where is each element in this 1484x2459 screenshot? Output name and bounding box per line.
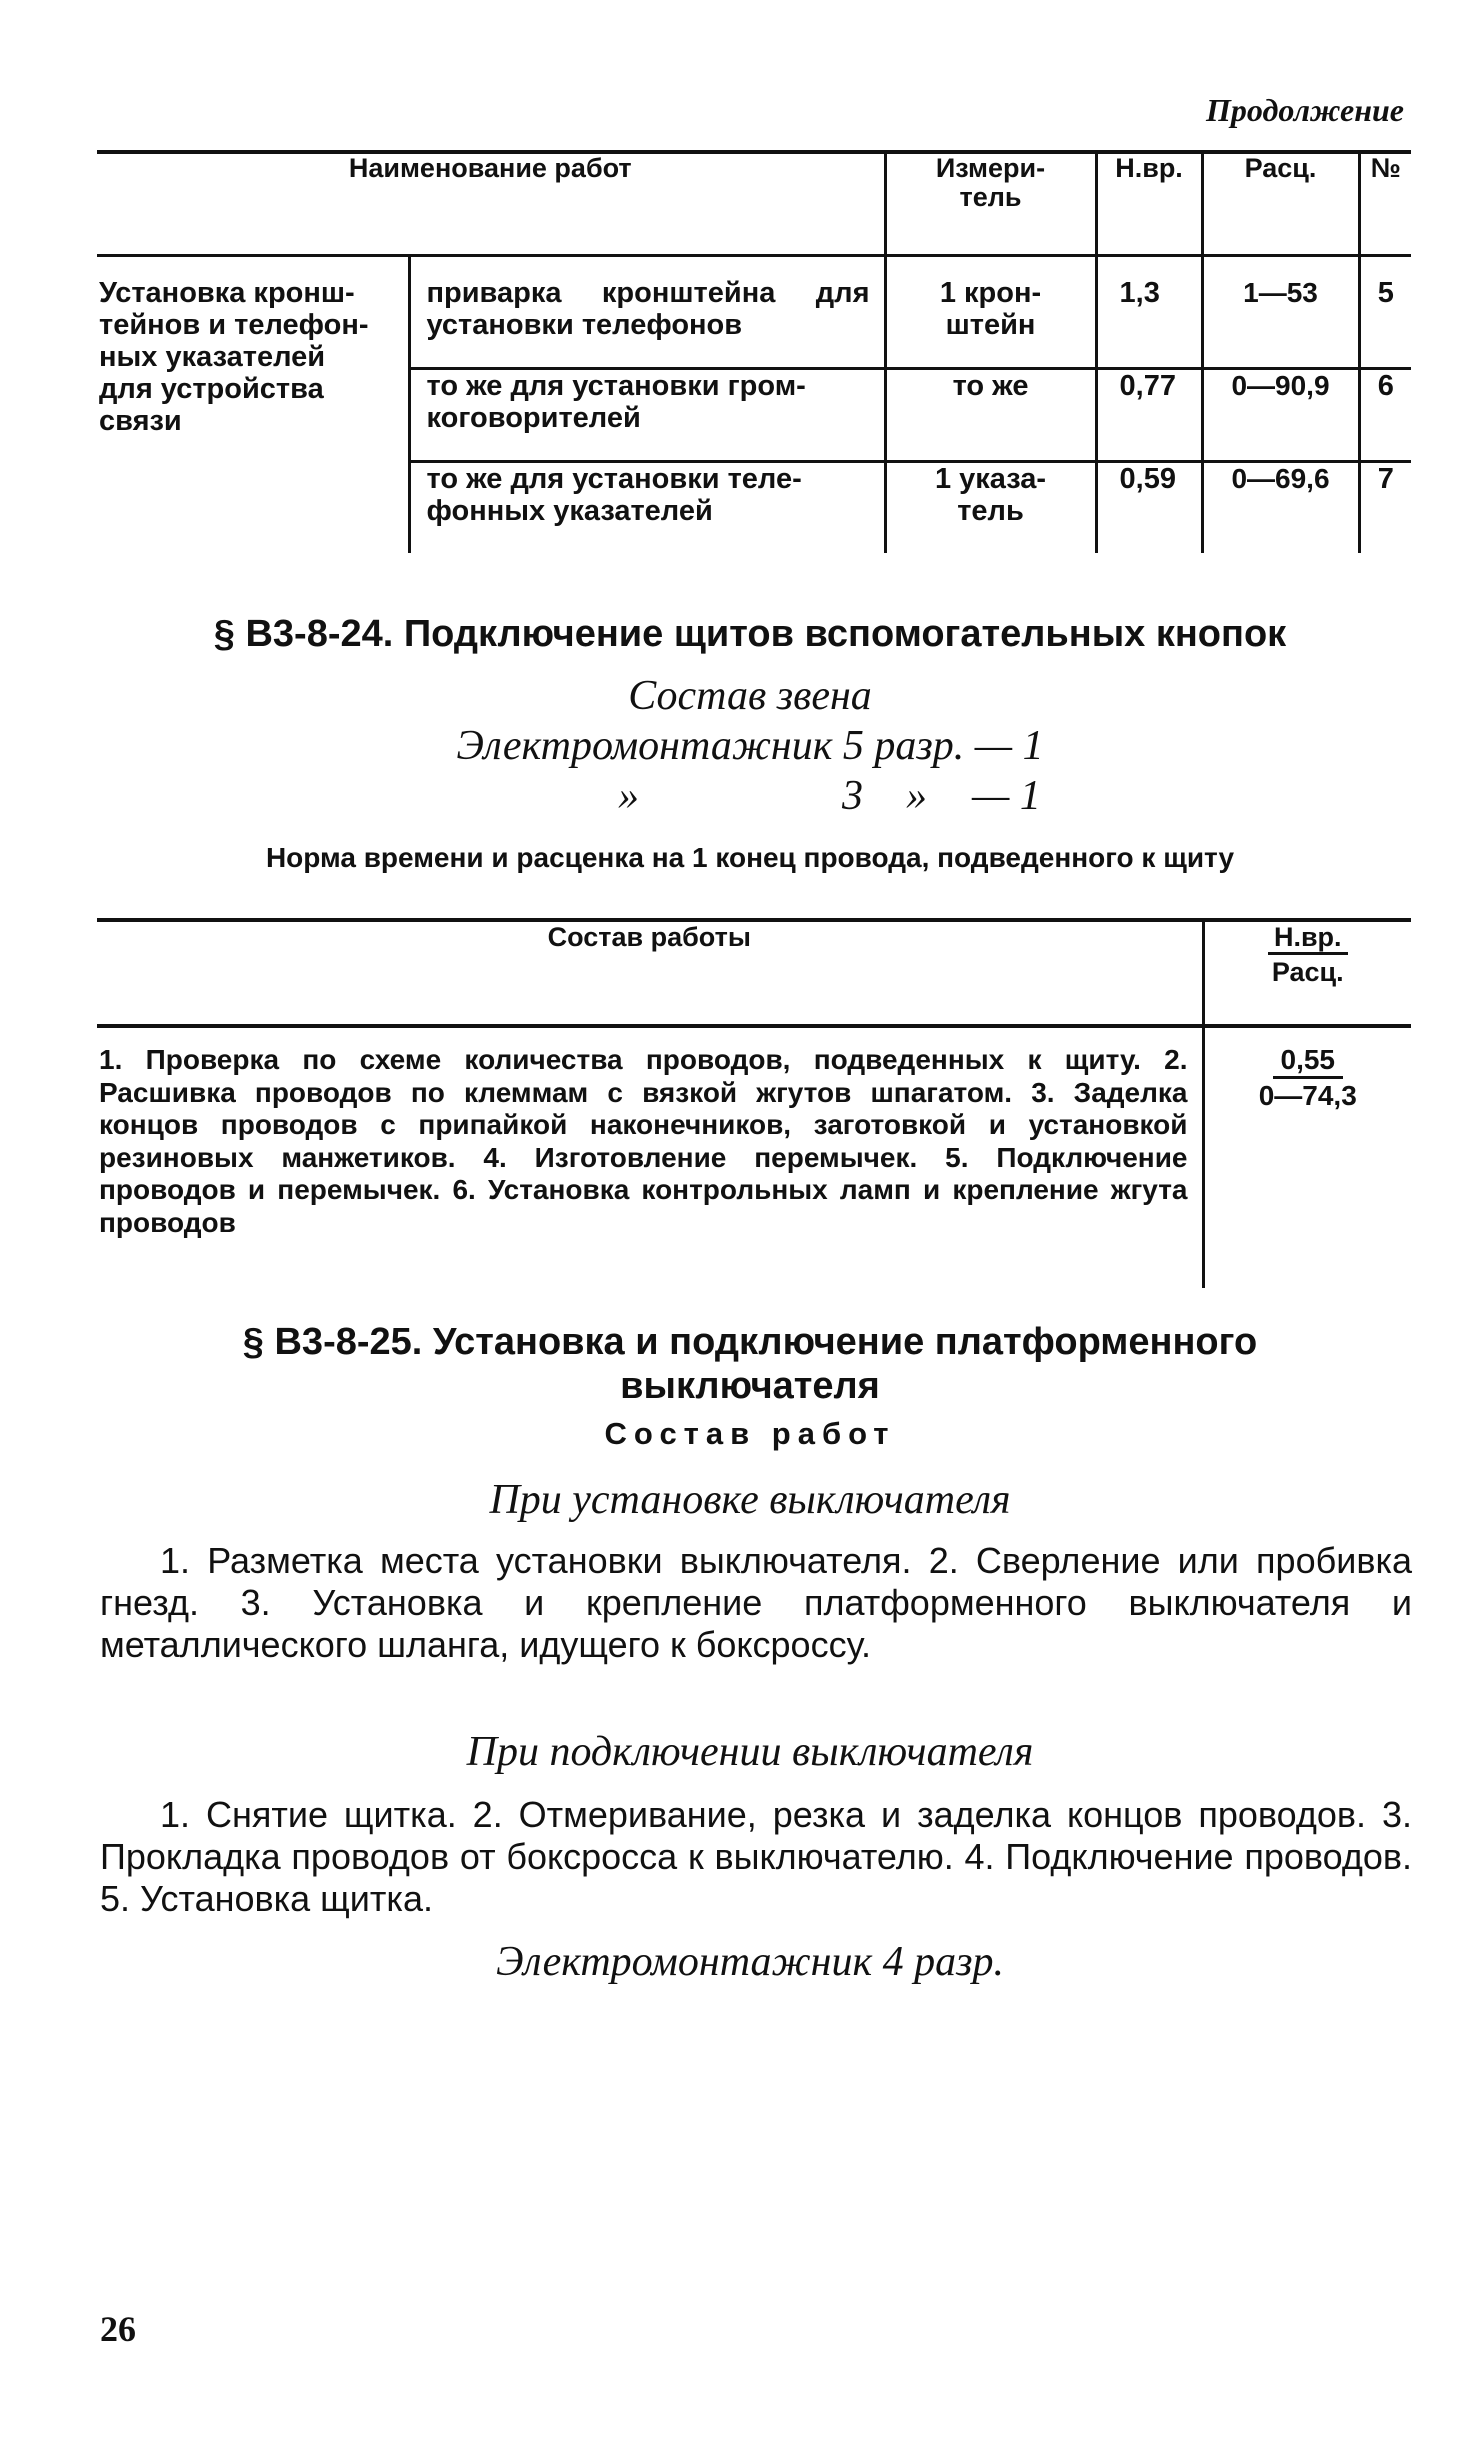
crew-title: Состав звена: [628, 673, 872, 719]
index-cell: 7: [1359, 462, 1411, 554]
crew-count: — 1: [972, 773, 1041, 819]
unit-cell: то же: [885, 369, 1096, 462]
page-number: 26: [100, 2309, 136, 2349]
rate-cell: 1—53: [1202, 256, 1359, 369]
subheading-connection: При подключении выключателя: [466, 1729, 1034, 1775]
index-cell: 5: [1359, 256, 1411, 369]
header-index: №: [1359, 152, 1411, 256]
norm-value: 0,55: [1273, 1044, 1344, 1079]
rate-cell: 0—90,9: [1202, 369, 1359, 462]
work-description: 1. Проверка по схеме количества проводов, подведенных к щиту. 2. Расшивка проводов по клеммам с вязкой жгутов шпагатом. 3. Заделка концов проводов с припайкой наконечников, заготовкой и установкой резиновых манжетиков. 4. Изготовление перемычек. 5. Подключение проводов и перемычек. 6. Установка контрольных ламп и крепление жгута проводов: [99, 1044, 1188, 1238]
header-norm: Н.вр.: [1096, 152, 1202, 256]
norm-cell: 0,59: [1096, 462, 1202, 554]
section-25-title-line-2: выключателя: [620, 1365, 880, 1407]
crew-ditto-mark-2: »: [906, 773, 927, 819]
continuation-label: Продолжение: [1206, 92, 1404, 128]
operation-cell: то же для установки гром- коговорителей: [409, 369, 885, 462]
rate-value: 0—74,3: [1258, 1080, 1357, 1111]
subheading-installation: При установке выключателя: [489, 1477, 1011, 1523]
crew-ditto-mark: »: [618, 773, 639, 819]
worker-grade: Электромонтажник 4 разр.: [496, 1939, 1004, 1985]
header-rate: Расц.: [1202, 152, 1359, 256]
table1-header-row: [97, 152, 1411, 256]
norm-cell: 0,77: [1096, 369, 1202, 462]
header-unit: Измери- тель: [885, 152, 1096, 256]
paragraph-connection: 1. Снятие щитка. 2. Отмеривание, резка и заделка концов проводов. 3. Прокладка проводов от боксросса к выключателю. 4. Подключение проводов. 5. Установка щитка.: [100, 1794, 1412, 1919]
section-25-title-line-1: § В3-8-25. Установка и подключение платформенного: [242, 1321, 1258, 1363]
operation-cell: то же для установки теле- фонных указателей: [409, 462, 885, 554]
rate-cell: 0—69,6: [1202, 462, 1359, 554]
header-norm-rate: [1203, 920, 1411, 1026]
work-composition-title: Состав работ: [604, 1416, 896, 1451]
table-row: [97, 256, 1411, 369]
section-24-title: § В3-8-24. Подключение щитов вспомогательных кнопок: [213, 613, 1287, 655]
norm-rate-cell: [1203, 1026, 1411, 1288]
table-row: [97, 1026, 1411, 1288]
table2-header-row: [97, 920, 1411, 1026]
norm-caption: Норма времени и расценка на 1 конец провода, подведенного к щиту: [265, 842, 1235, 873]
header-work-composition: Состав работы: [97, 920, 1203, 1026]
crew-line-1: Электромонтажник 5 разр. — 1: [456, 723, 1044, 769]
group-cell: Установка кронш- тейнов и телефон- ных указателей для устройства связи: [99, 277, 369, 437]
header-rate: Расц.: [1271, 957, 1344, 987]
unit-cell: 1 крон- штейн: [885, 256, 1096, 369]
operation-cell: приварка кронштейна для установки телефонов: [409, 256, 885, 369]
header-work-name: Наименование работ: [97, 152, 885, 256]
work-table-continuation: [97, 150, 1411, 553]
norm-table: [97, 918, 1411, 1288]
norm-cell: 1,3: [1096, 256, 1202, 369]
paragraph-installation: 1. Разметка места установки выключателя. 2. Сверление или пробивка гнезд. 3. Установка и крепление платформенного выключателя и металлического шланга, идущего к боксроссу.: [100, 1540, 1412, 1665]
section-25-title: [100, 1320, 1400, 1408]
crew-grade: 3: [842, 773, 863, 819]
index-cell: 6: [1359, 369, 1411, 462]
header-norm: Н.вр.: [1268, 922, 1348, 955]
unit-cell: 1 указа- тель: [885, 462, 1096, 554]
